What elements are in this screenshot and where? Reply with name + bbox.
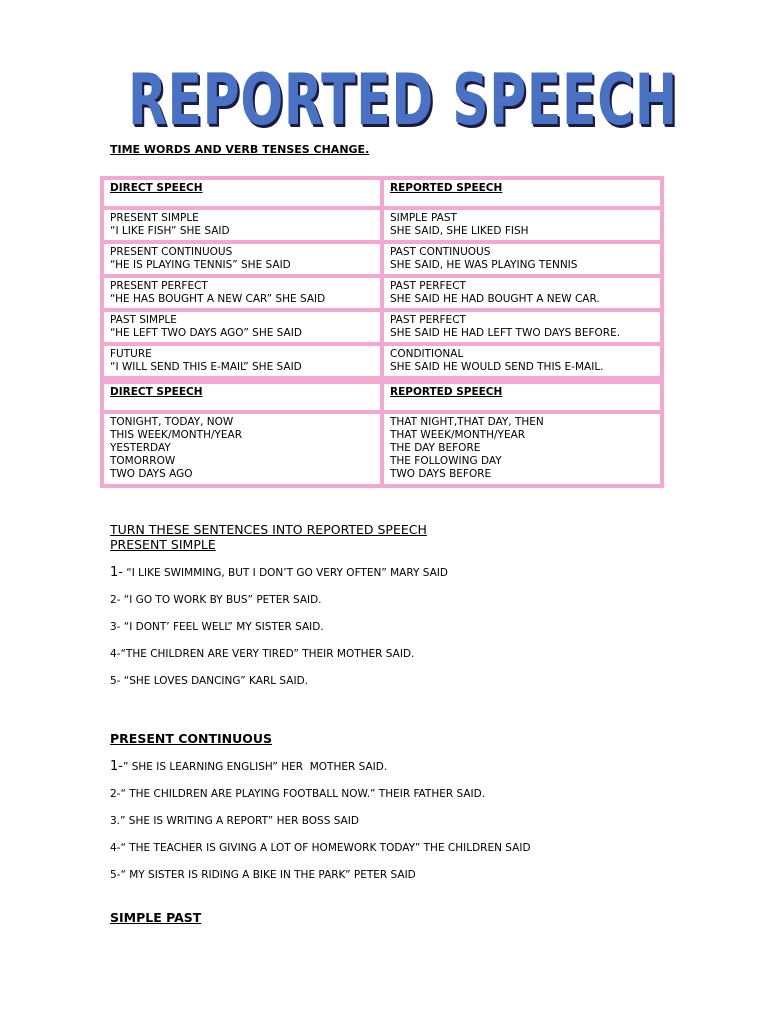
reported-cell: [382, 276, 662, 310]
direct-cell: [102, 310, 382, 344]
tense-change-table: [100, 176, 664, 380]
tense-name: FUTURE: [110, 348, 152, 360]
reported-speech-header: REPORTED SPEECH: [382, 382, 662, 412]
exercise-item: 2- “I GO TO WORK BY BUS” PETER SAID.: [110, 594, 322, 606]
direct-cell: [102, 276, 382, 310]
section-heading-present-simple: PRESENT SIMPLE: [110, 537, 216, 552]
section-heading-present-continuous: PRESENT CONTINUOUS: [110, 731, 273, 746]
reported-cell: [382, 310, 662, 344]
exercise-item: 5- “SHE LOVES DANCING” KARL SAID.: [110, 675, 308, 687]
subtitle: TIME WORDS AND VERB TENSES CHANGE.: [110, 143, 370, 156]
table-row: [102, 276, 662, 310]
tense-name: PRESENT CONTINUOUS: [110, 246, 233, 258]
example-sentence: “I WILL SEND THIS E-MAIL” SHE SAID: [110, 361, 302, 373]
time-word: THE DAY BEFORE: [390, 442, 481, 454]
reported-cell: [382, 412, 662, 486]
example-sentence: SHE SAID HE WOULD SEND THIS E-MAIL.: [390, 361, 604, 373]
table-row: [102, 208, 662, 242]
example-sentence: SHE SAID HE HAD LEFT TWO DAYS BEFORE.: [390, 327, 621, 339]
time-word: TONIGHT, TODAY, NOW: [110, 416, 234, 428]
direct-cell: [102, 344, 382, 378]
tense-name: PAST SIMPLE: [110, 314, 177, 326]
reported-speech-header: REPORTED SPEECH: [382, 178, 662, 208]
example-sentence: SHE SAID, HE WAS PLAYING TENNIS: [390, 259, 578, 271]
exercise-item: 3.” SHE IS WRITING A REPORT” HER BOSS SAID: [110, 815, 359, 827]
time-word: TWO DAYS AGO: [110, 468, 193, 480]
exercise-item: 2-“ THE CHILDREN ARE PLAYING FOOTBALL NOW.” THEIR FATHER SAID.: [110, 788, 486, 800]
tense-name: SIMPLE PAST: [390, 212, 457, 224]
tense-name: PAST PERFECT: [390, 280, 466, 292]
direct-speech-header: DIRECT SPEECH: [102, 382, 382, 412]
exercise-item: 4-“THE CHILDREN ARE VERY TIRED” THEIR MOTHER SAID.: [110, 648, 415, 660]
example-sentence: SHE SAID HE HAD BOUGHT A NEW CAR.: [390, 293, 600, 305]
reported-cell: [382, 242, 662, 276]
example-sentence: “HE IS PLAYING TENNIS” SHE SAID: [110, 259, 291, 271]
direct-cell: [102, 208, 382, 242]
time-word: TOMORROW: [110, 455, 176, 467]
table-row: [102, 344, 662, 378]
tense-name: CONDITIONAL: [390, 348, 464, 360]
exercise-item: 5-“ MY SISTER IS RIDING A BIKE IN THE PARK” PETER SAID: [110, 869, 416, 881]
time-words-table: [100, 380, 664, 488]
exercise-item: [110, 565, 448, 580]
table-row: [102, 412, 662, 486]
exercise-item: 4-“ THE TEACHER IS GIVING A LOT OF HOMEWORK TODAY” THE CHILDREN SAID: [110, 842, 531, 854]
exercise-item: 3- “I DONT’ FEEL WELL” MY SISTER SAID.: [110, 621, 324, 633]
section-heading-simple-past: SIMPLE PAST: [110, 910, 202, 925]
item-number: 1-: [110, 565, 123, 580]
tense-name: PAST CONTINUOUS: [390, 246, 491, 258]
tense-name: PAST PERFECT: [390, 314, 466, 326]
example-sentence: SHE SAID, SHE LIKED FISH: [390, 225, 529, 237]
time-word: TWO DAYS BEFORE: [390, 468, 492, 480]
table-header-row: [102, 178, 662, 208]
reported-cell: [382, 344, 662, 378]
table-header-row: [102, 382, 662, 412]
time-word: THE FOLLOWING DAY: [390, 455, 502, 467]
direct-cell: [102, 242, 382, 276]
tense-name: PRESENT PERFECT: [110, 280, 208, 292]
item-text: “I LIKE SWIMMING, BUT I DON’T GO VERY OFTEN” MARY SAID: [122, 567, 448, 579]
table-row: [102, 242, 662, 276]
item-text: ” SHE IS LEARNING ENGLISH” HER MOTHER SAID.: [122, 761, 388, 773]
time-word: THAT NIGHT,THAT DAY, THEN: [390, 416, 544, 428]
tense-name: PRESENT SIMPLE: [110, 212, 199, 224]
exercise-item: [110, 759, 387, 774]
page-title: REPORTED SPEECH: [128, 59, 678, 141]
table-row: [102, 310, 662, 344]
item-number: 1-: [110, 759, 123, 774]
direct-cell: [102, 412, 382, 486]
time-word: THIS WEEK/MONTH/YEAR: [110, 429, 243, 441]
reported-cell: [382, 208, 662, 242]
example-sentence: “HE HAS BOUGHT A NEW CAR” SHE SAID: [110, 293, 326, 305]
time-word: THAT WEEK/MONTH/YEAR: [390, 429, 526, 441]
example-sentence: “I LIKE FISH” SHE SAID: [110, 225, 230, 237]
direct-speech-header: DIRECT SPEECH: [102, 178, 382, 208]
time-word: YESTERDAY: [110, 442, 171, 454]
exercise-instruction: TURN THESE SENTENCES INTO REPORTED SPEECH: [110, 522, 427, 537]
example-sentence: “HE LEFT TWO DAYS AGO” SHE SAID: [110, 327, 302, 339]
